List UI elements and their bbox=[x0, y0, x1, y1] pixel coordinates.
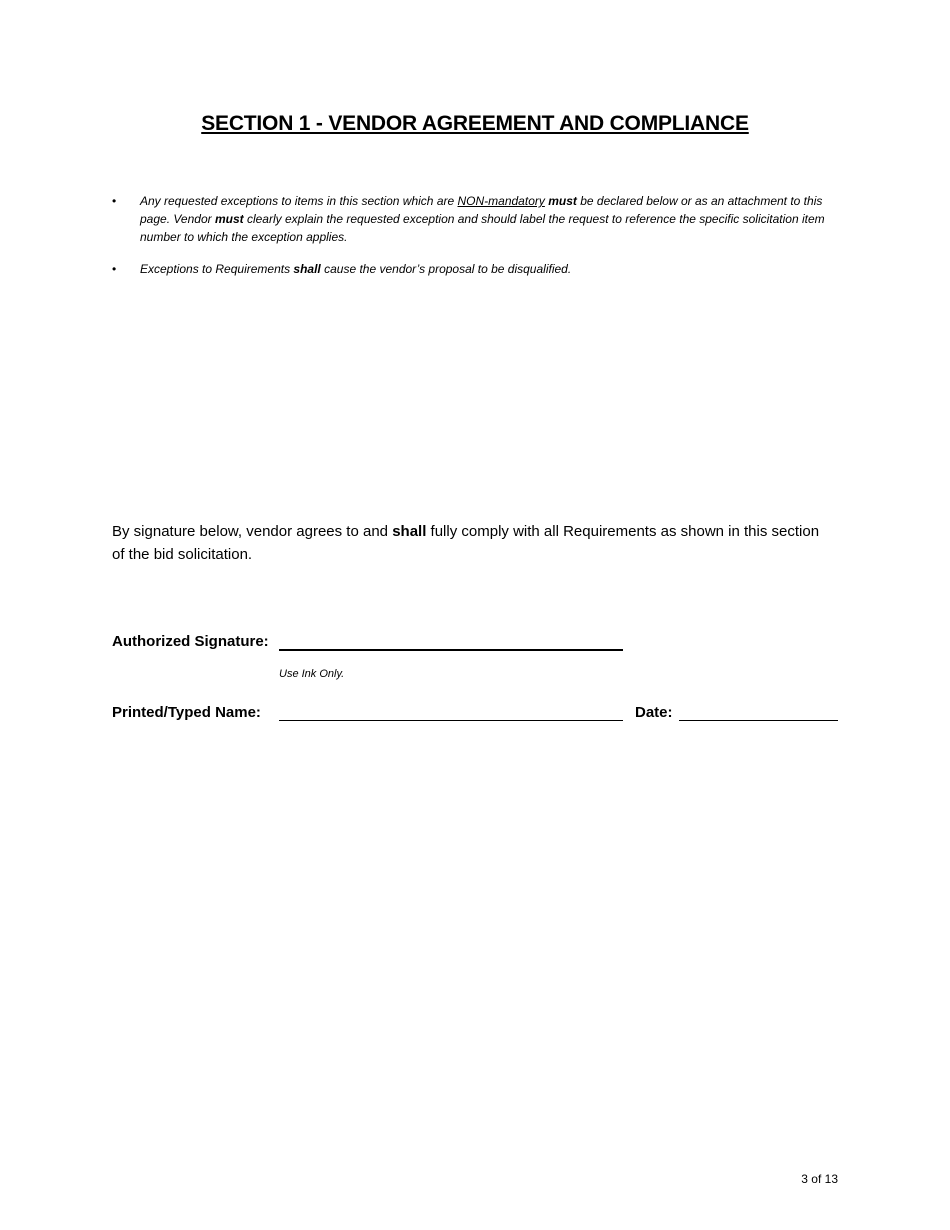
shall-emphasis: shall bbox=[392, 523, 427, 540]
list-item: • Any requested exceptions to items in this section which are NON-mandatory must be declared below or as an attachment to this page. Vendor must clearly explain the requested exception and should label the request to reference the specific solicitation item number to which the exception applies. bbox=[112, 194, 825, 244]
printed-name-row bbox=[112, 704, 842, 728]
non-mandatory-term: NON-mandatory bbox=[457, 194, 545, 208]
printed-name-label: Printed/Typed Name: bbox=[112, 704, 261, 721]
date-line[interactable] bbox=[679, 720, 838, 721]
authorized-signature-line[interactable] bbox=[279, 649, 623, 651]
printed-name-line[interactable] bbox=[279, 720, 623, 721]
bullet-icon: • bbox=[112, 194, 117, 208]
date-label: Date: bbox=[635, 704, 673, 721]
ink-note: Use Ink Only. bbox=[279, 668, 345, 680]
shall-emphasis: shall bbox=[293, 262, 321, 276]
authorized-signature-label: Authorized Signature: bbox=[112, 633, 269, 650]
list-item: • Exceptions to Requirements shall cause the vendor’s proposal to be disqualified. bbox=[112, 262, 572, 276]
bullet-icon: • bbox=[112, 262, 117, 276]
exception-instructions-list bbox=[112, 192, 832, 292]
must-emphasis: must bbox=[548, 194, 577, 208]
agreement-statement: By signature below, vendor agrees to and shall fully comply with all Requirements as shown in this section of the bid solicitation. bbox=[112, 523, 820, 563]
must-emphasis: must bbox=[214, 212, 244, 226]
page-number: 3 of 13 bbox=[801, 1172, 838, 1186]
section-title: SECTION 1 - VENDOR AGREEMENT AND COMPLIANCE bbox=[201, 112, 749, 135]
authorized-signature-row bbox=[112, 633, 842, 693]
